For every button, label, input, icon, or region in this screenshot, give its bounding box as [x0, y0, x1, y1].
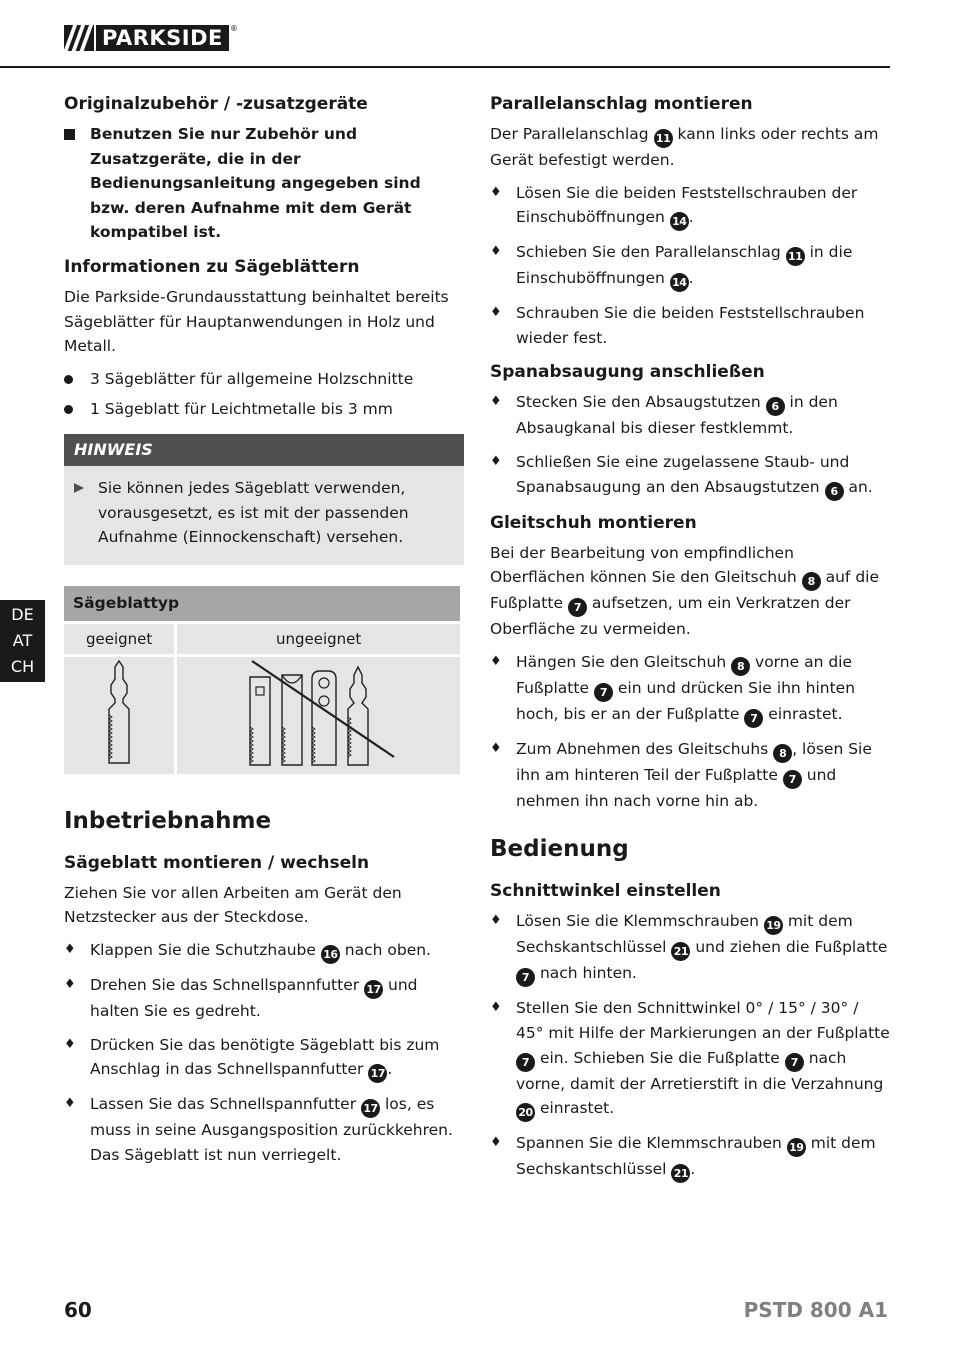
part-number-badge: 6 — [825, 482, 844, 501]
diamond-bullet-icon: ♦ — [490, 184, 502, 200]
part-number-badge: 21 — [671, 1164, 690, 1183]
brand-name: PARKSIDE — [96, 25, 229, 51]
part-number-badge: 7 — [568, 598, 587, 617]
language-tab: DE AT CH — [0, 600, 45, 682]
left-column — [64, 92, 464, 1177]
part-number-badge: 20 — [516, 1103, 535, 1122]
section-spanabsaugung — [490, 360, 890, 500]
part-number-badge: 11 — [786, 247, 805, 266]
section-zubehoer — [64, 92, 464, 245]
page-number: 60 — [64, 1298, 92, 1322]
section-schnittwinkel — [490, 879, 890, 1183]
part-number-badge: 19 — [787, 1138, 806, 1157]
part-number-badge: 14 — [670, 273, 689, 292]
list-item: 1 Sägeblatt für Leichtmetalle bis 3 mm — [64, 397, 464, 422]
note-item: Sie können jedes Sägeblatt verwenden, vorausgesetzt, es ist mit der passenden Aufnahme (Einnockenschaft) versehen. — [74, 476, 454, 550]
part-number-badge: 7 — [516, 1053, 535, 1072]
heading-schnittwinkel: Schnittwinkel einstellen — [490, 881, 721, 902]
note-label: HINWEIS — [64, 434, 464, 466]
list-item: ♦ Spannen Sie die Klemmschrauben 19 mit dem Sechskantschlüssel 21 . — [490, 1131, 890, 1183]
list-item: ♦ Zum Abnehmen des Gleitschuhs 8 , lösen Sie ihn am hinteren Teil der Fußplatte 7 und nehmen ihn nach vorne hin ab. — [490, 737, 890, 814]
list-item: ♦ Drücken Sie das benötigte Sägeblatt bis zum Anschlag in das Schnellspannfutter 17 . — [64, 1033, 464, 1084]
part-number-badge: 8 — [802, 572, 821, 591]
list-item: Benutzen Sie nur Zubehör und Zusatzgeräte, die in der Bedienungsanleitung angegeben sind bzw. deren Aufnahme mit dem Gerät kompatibel ist. — [64, 122, 464, 245]
list-item: ♦ Stellen Sie den Schnittwinkel 0° / 15° / 30° / 45° mit Hilfe der Markierungen an der Fußplatte 7 ein. Schieben Sie die Fußplatte 7 nach vorne, damit der Arretierstift in die Verzahnung 20 einrastet. — [490, 996, 890, 1122]
dot-bullet-icon — [64, 405, 73, 414]
part-number-badge: 8 — [773, 744, 792, 763]
dot-bullet-icon — [64, 375, 73, 384]
square-bullet-icon — [64, 129, 75, 140]
list-item: ♦ Drehen Sie das Schnellspannfutter 17 und halten Sie es gedreht. — [64, 973, 464, 1024]
diamond-bullet-icon: ♦ — [490, 653, 502, 669]
blade-type-table — [61, 583, 463, 777]
part-number-badge: 17 — [364, 980, 383, 999]
list-item: 3 Sägeblätter für allgemeine Holzschnitte — [64, 367, 464, 392]
part-number-badge: 6 — [766, 397, 785, 416]
section-parallelanschlag — [490, 92, 890, 350]
diamond-bullet-icon: ♦ — [490, 913, 502, 929]
list-item: ♦ Hängen Sie den Gleitschuh 8 vorne an die Fußplatte 7 ein und drücken Sie ihn hinten hoch, bis er an der Fußplatte 7 einrastet. — [490, 650, 890, 728]
list-item: ♦ Schließen Sie eine zugelassene Staub- und Spanabsaugung an den Absaugstutzen 6 an. — [490, 450, 890, 501]
part-number-badge: 16 — [321, 945, 340, 964]
paragraph: Bei der Bearbeitung von empfindlichen Oberflächen können Sie den Gleitschuh 8 auf die Fußplatte 7 aufsetzen, um ein Verkratzen der Oberfläche zu vermeiden. — [490, 543, 879, 639]
heading-zubehoer: Originalzubehör / -zusatzgeräte — [64, 94, 368, 114]
logo-stripes-icon — [64, 25, 94, 51]
paragraph: Ziehen Sie vor allen Arbeiten am Gerät den Netzstecker aus der Steckdose. — [64, 883, 402, 927]
part-number-badge: 7 — [785, 1053, 804, 1072]
part-number-badge: 7 — [783, 770, 802, 789]
diamond-bullet-icon: ♦ — [490, 305, 502, 321]
triangle-bullet-icon — [74, 483, 84, 493]
part-number-badge: 7 — [516, 968, 535, 987]
table-header-suitable: geeignet — [64, 624, 174, 654]
part-number-badge: 17 — [368, 1064, 387, 1083]
heading-montieren: Sägeblatt montieren / wechseln — [64, 852, 370, 873]
part-number-badge: 7 — [594, 683, 613, 702]
heading-gleitschuh: Gleitschuh montieren — [490, 512, 697, 533]
right-column — [490, 92, 890, 1193]
diamond-bullet-icon: ♦ — [64, 976, 76, 992]
unsuitable-blades-icon — [234, 657, 404, 769]
paragraph: Die Parkside-Grundausstattung beinhaltet bereits Sägeblätter für Hauptanwendungen in Holz und Metall. — [64, 287, 449, 356]
list-item: ♦ Stecken Sie den Absaugstutzen 6 in den Absaugkanal bis dieser festklemmt. — [490, 390, 890, 441]
part-number-badge: 17 — [361, 1099, 380, 1118]
heading-inbetriebnahme: Inbetriebnahme — [64, 807, 272, 834]
diamond-bullet-icon: ♦ — [490, 394, 502, 410]
diamond-bullet-icon: ♦ — [490, 740, 502, 756]
list-item: ♦ Lösen Sie die Klemmschrauben 19 mit dem Sechskantschlüssel 21 und ziehen die Fußplatte 7 nach hinten. — [490, 909, 890, 987]
parkside-logo — [64, 24, 238, 52]
table-header-unsuitable: ungeeignet — [177, 624, 460, 654]
registered-icon: ® — [229, 24, 238, 33]
heading-parallelanschlag: Parallelanschlag montieren — [490, 94, 753, 114]
list-item: ♦ Klappen Sie die Schutzhaube 16 nach oben. — [64, 938, 464, 964]
part-number-badge: 21 — [671, 942, 690, 961]
heading-spanabsaugung: Spanabsaugung anschließen — [490, 362, 765, 383]
list-item: ♦ Schieben Sie den Parallelanschlag 11 in die Einschuböffnungen 14 . — [490, 240, 890, 292]
part-number-badge: 8 — [731, 657, 750, 676]
diamond-bullet-icon: ♦ — [490, 244, 502, 260]
section-montieren — [64, 851, 464, 1168]
list-item: ♦ Lassen Sie das Schnellspannfutter 17 los, es muss in seine Ausgangsposition zurückkehren. Das Sägeblatt ist nun verriegelt. — [64, 1092, 464, 1167]
heading-saegeblaetter: Informationen zu Sägeblättern — [64, 256, 360, 277]
table-title: Sägeblattyp — [64, 586, 460, 621]
unsuitable-blade-cell — [177, 657, 460, 774]
diamond-bullet-icon: ♦ — [64, 1036, 76, 1052]
header-rule — [0, 66, 890, 68]
section-saegeblaetter — [64, 255, 464, 422]
part-number-badge: 19 — [764, 916, 783, 935]
diamond-bullet-icon: ♦ — [490, 1135, 502, 1151]
suitable-blade-icon — [99, 659, 139, 767]
heading-bedienung: Bedienung — [490, 836, 629, 863]
suitable-blade-cell — [64, 657, 174, 774]
diamond-bullet-icon: ♦ — [64, 1096, 76, 1112]
section-gleitschuh — [490, 511, 890, 814]
note-box — [64, 434, 464, 565]
diamond-bullet-icon: ♦ — [490, 453, 502, 469]
diamond-bullet-icon: ♦ — [490, 1000, 502, 1016]
list-item: ♦ Schrauben Sie die beiden Feststellschrauben wieder fest. — [490, 301, 890, 350]
part-number-badge: 11 — [654, 129, 673, 148]
list-item: ♦ Lösen Sie die beiden Feststellschrauben der Einschuböffnungen 14 . — [490, 181, 890, 232]
part-number-badge: 7 — [744, 709, 763, 728]
diamond-bullet-icon: ♦ — [64, 941, 76, 957]
paragraph: Der Parallelanschlag 11 kann links oder rechts am Gerät befestigt werden. — [490, 125, 879, 169]
model-name: PSTD 800 A1 — [743, 1298, 888, 1322]
part-number-badge: 14 — [670, 212, 689, 231]
